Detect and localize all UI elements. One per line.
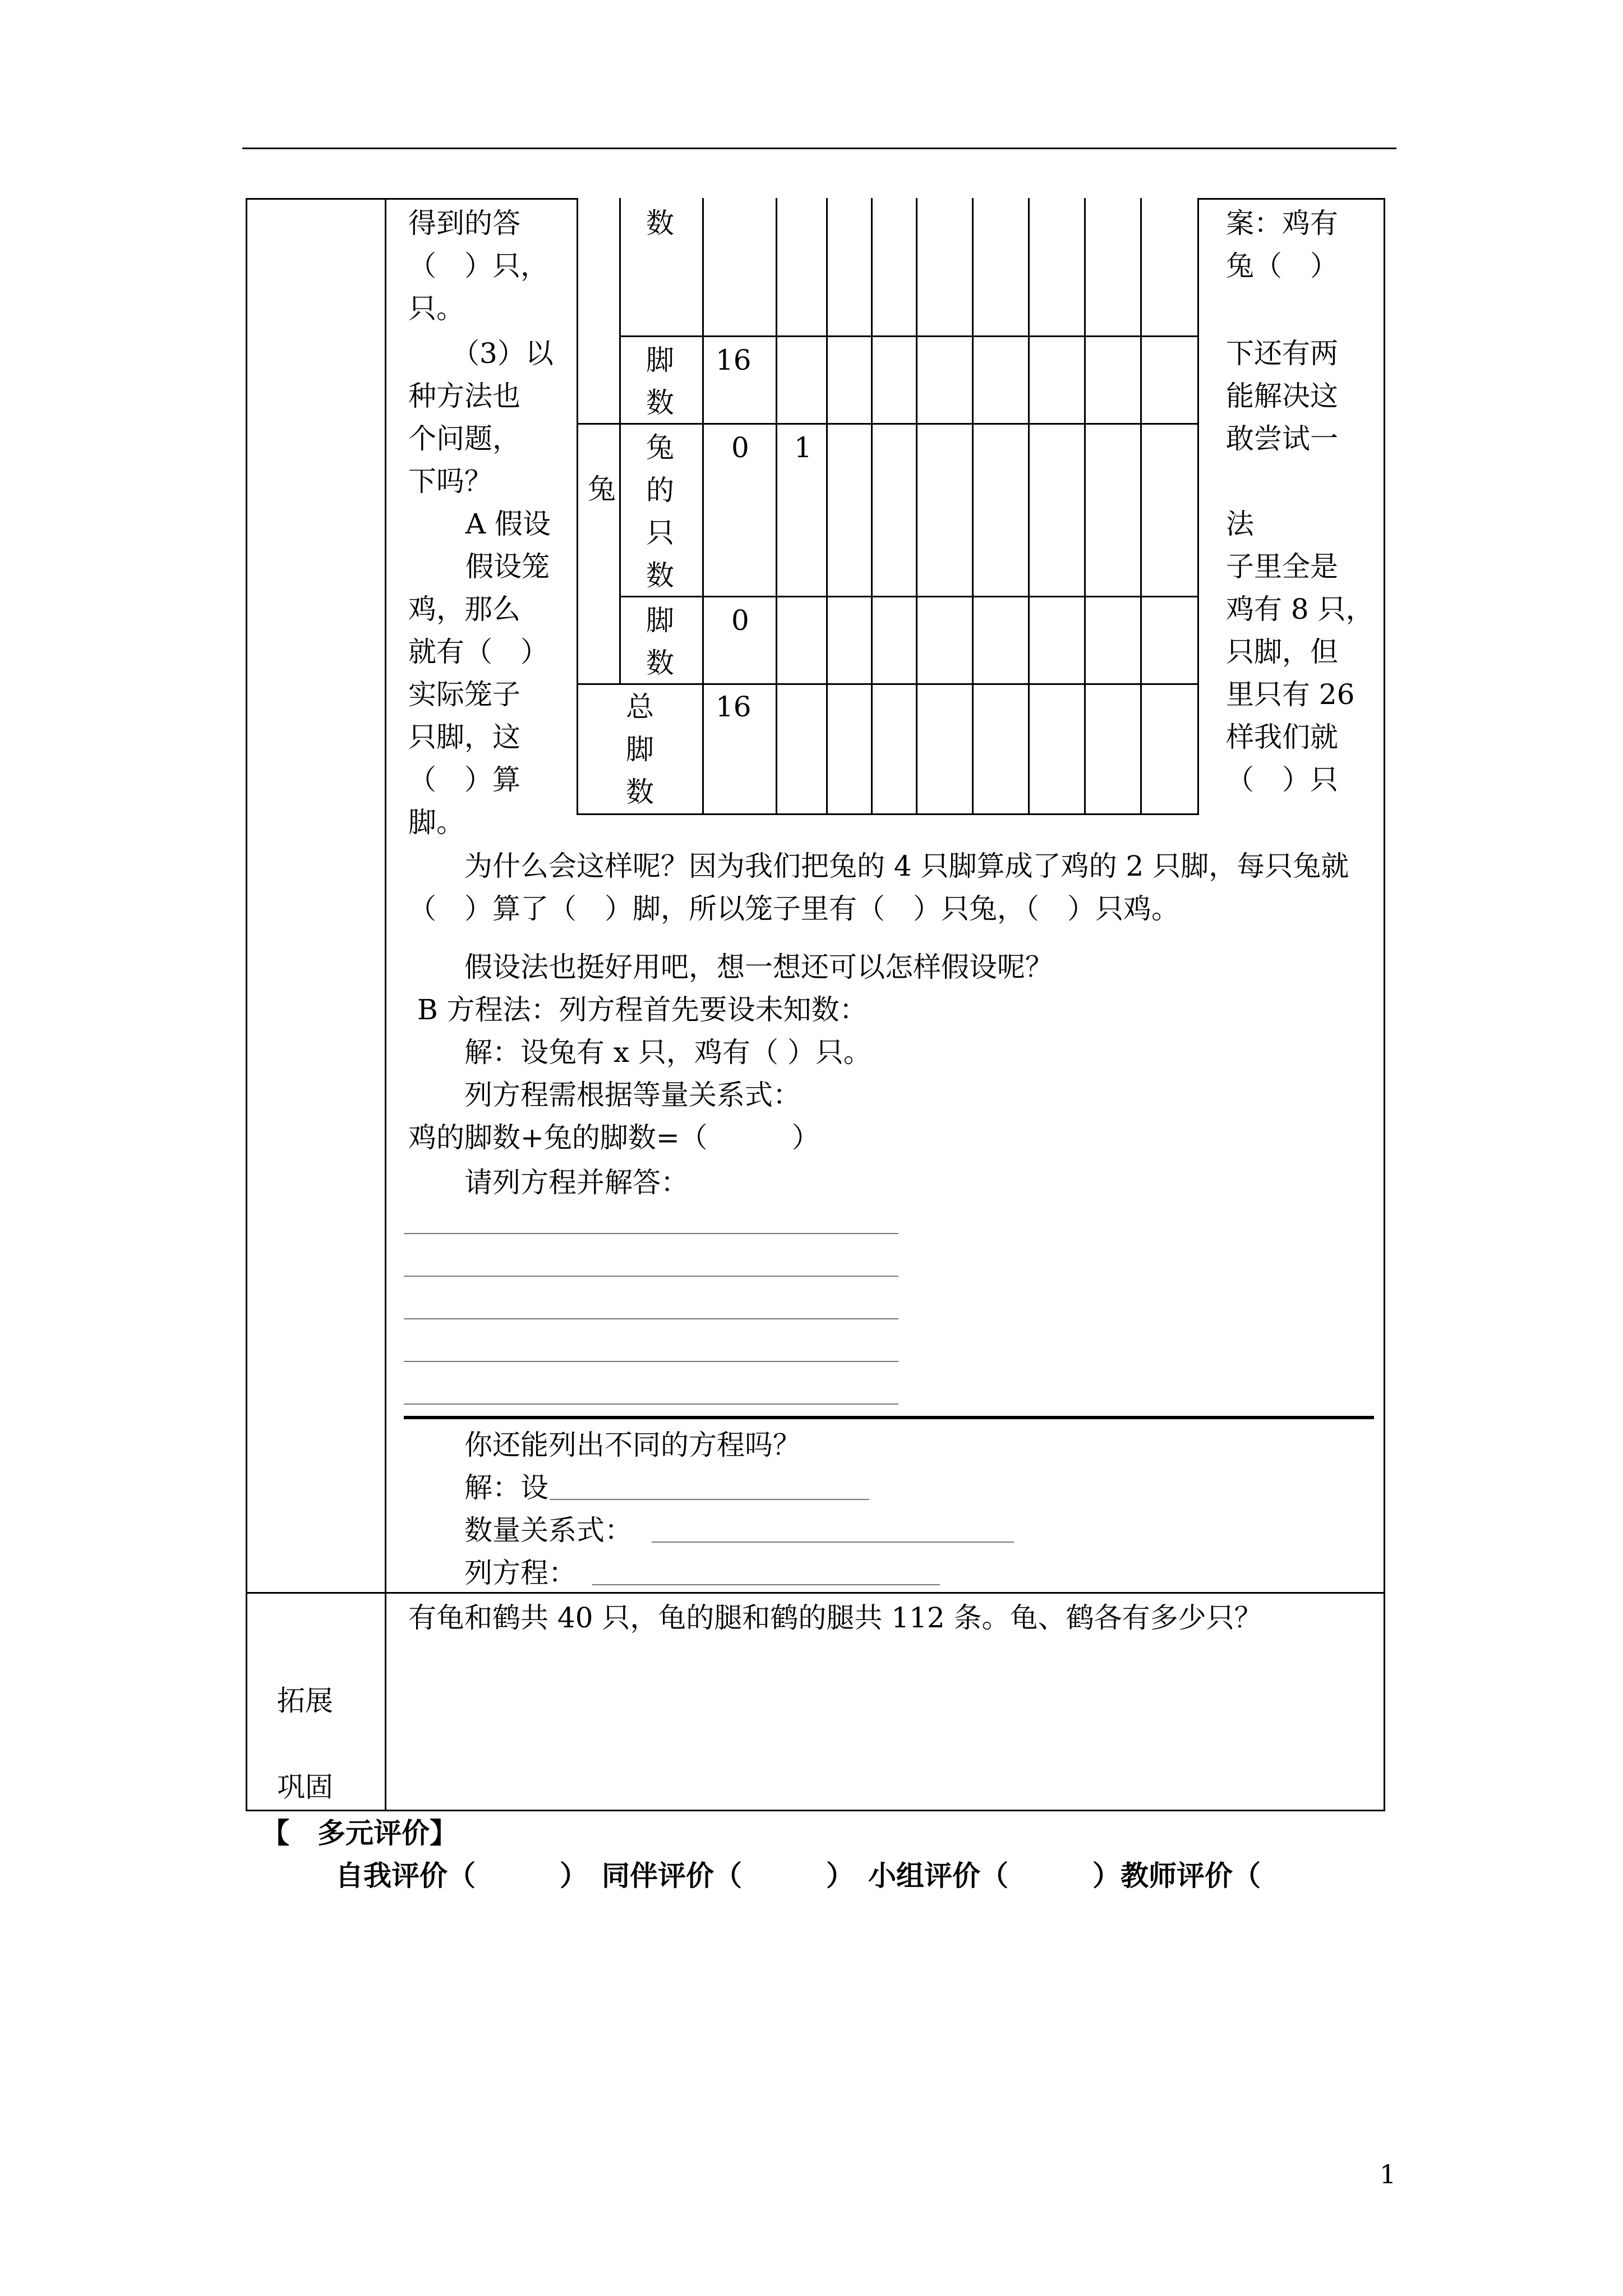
right-line: 法 <box>1226 508 1254 540</box>
chicken-feet-label: 脚 <box>646 344 674 376</box>
left-line: A 假设 <box>437 508 551 540</box>
inner-vline <box>826 198 828 815</box>
rabbit-count-label: 数 <box>646 559 674 592</box>
relation-intro-line: 列方程需根据等量关系式： <box>436 1079 801 1111</box>
right-line: 敢尝试一 <box>1226 422 1338 455</box>
method-b-line: B 方程法：列方程首先要设未知数： <box>417 993 868 1026</box>
total-feet-label: 总 <box>626 691 654 723</box>
section-divider <box>404 1416 1374 1419</box>
right-line: 兔（ ） <box>1226 250 1338 282</box>
right-line: 样我们就 <box>1226 721 1338 753</box>
relation-line: 鸡的脚数+兔的脚数=（ ） <box>408 1121 820 1154</box>
why-line-2: （ ）算了（ ）脚，所以笼子里有（ ）只兔，（ ）只鸡。 <box>408 892 1179 925</box>
inner-vline <box>1140 198 1142 815</box>
table-border-bottom <box>246 1810 1385 1811</box>
answer-blank[interactable] <box>404 1276 898 1277</box>
right-line: 只脚，但 <box>1226 636 1338 668</box>
inner-vline <box>776 198 777 815</box>
rabbit-feet-label: 数 <box>646 647 674 679</box>
total-feet-value: 16 <box>716 691 751 723</box>
left-line: 脚。 <box>408 806 464 839</box>
table-column-divider <box>385 198 386 1811</box>
inner-hline <box>619 335 1199 337</box>
chicken-count-label: 数 <box>646 207 674 240</box>
extension-problem: 有龟和鹤共 40 只，龟的腿和鹤的腿共 112 条。龟、鹤各有多少只？ <box>408 1602 1262 1634</box>
left-line: 鸡，那么 <box>408 593 520 625</box>
answer-blank[interactable] <box>404 1404 898 1405</box>
answer-blank[interactable] <box>404 1318 898 1319</box>
rabbit-feet-value: 0 <box>731 604 749 637</box>
rabbit-count-label: 只 <box>646 517 674 549</box>
please-line: 请列方程并解答： <box>436 1166 689 1199</box>
inner-vline <box>972 198 974 815</box>
extension-label-1: 拓展 <box>277 1685 333 1717</box>
solution-line: 解：设兔有 x 只，鸡有（ ）只。 <box>436 1036 872 1069</box>
answer-blank[interactable] <box>404 1233 898 1234</box>
left-line: 得到的答 <box>408 207 520 240</box>
right-line: （ ）只 <box>1226 763 1338 796</box>
total-feet-label: 数 <box>626 776 654 808</box>
right-line: 能解决这 <box>1226 380 1338 412</box>
left-line: 假设笼 <box>437 550 550 583</box>
rabbit-feet-label: 脚 <box>646 604 674 637</box>
inner-vline <box>1197 198 1199 815</box>
left-line: 只。 <box>408 292 464 325</box>
extension-label-2: 巩固 <box>277 1771 333 1803</box>
right-line: 下还有两 <box>1226 337 1338 370</box>
rabbit-count-value: 1 <box>794 431 812 464</box>
left-line: 只脚，这 <box>408 721 520 753</box>
evaluation-items: 自我评价（ ） 同伴评价（ ） 小组评价（ ）教师评价（ <box>335 1859 1261 1892</box>
left-line: 个问题， <box>408 422 520 455</box>
inner-vline <box>1028 198 1030 815</box>
answer-blank[interactable] <box>404 1361 898 1362</box>
inner-hline <box>619 596 1199 597</box>
left-line: （3）以 <box>437 337 554 370</box>
total-feet-label: 脚 <box>626 733 654 766</box>
evaluation-heading: 【 多元评价】 <box>261 1816 458 1849</box>
left-line: （ ）算 <box>408 763 520 796</box>
inner-hline <box>577 813 1199 815</box>
page-number: 1 <box>1380 2159 1396 2189</box>
quantity-relation-line: 数量关系式： <box>436 1514 633 1547</box>
right-line: 鸡有 8 只， <box>1226 593 1374 625</box>
left-line: （ ）只， <box>408 250 548 282</box>
table-border-left <box>246 198 247 1811</box>
chicken-feet-label: 数 <box>646 386 674 419</box>
rabbit-count-label: 兔 <box>646 431 674 464</box>
right-line: 案：鸡有 <box>1226 207 1338 240</box>
equation-blank[interactable] <box>592 1584 940 1585</box>
left-line: 就有（ ） <box>408 636 548 668</box>
right-line: 子里全是 <box>1226 550 1338 583</box>
inner-vline <box>871 198 873 815</box>
why-line: 为什么会这样呢？因为我们把兔的 4 只脚算成了鸡的 2 只脚，每只兔就 <box>436 850 1349 882</box>
header-rule <box>242 148 1396 149</box>
right-line: 里只有 26 <box>1226 678 1355 711</box>
rabbit-count-value: 0 <box>731 431 749 464</box>
rabbit-count-label: 的 <box>646 474 674 507</box>
inner-vline <box>619 198 621 685</box>
solve-let-blank[interactable] <box>550 1499 869 1500</box>
inner-vline <box>916 198 917 815</box>
inner-vline <box>1084 198 1086 815</box>
solve-let-line: 解：设 <box>436 1471 548 1504</box>
inner-vline <box>702 198 704 815</box>
quantity-relation-blank[interactable] <box>652 1542 1014 1543</box>
table-row-divider <box>246 1592 1385 1594</box>
assume-line: 假设法也挺好用吧，想一想还可以怎样假设呢？ <box>436 951 1053 983</box>
equation-line: 列方程： <box>436 1557 577 1589</box>
left-line: 实际笼子 <box>408 678 520 711</box>
inner-vline <box>577 198 578 815</box>
rabbit-group-label: 兔 <box>588 473 616 505</box>
left-line: 种方法也 <box>408 380 520 412</box>
left-line: 下吗？ <box>408 465 492 498</box>
table-border-right <box>1384 198 1385 1811</box>
another-line: 你还能列出不同的方程吗？ <box>436 1429 801 1461</box>
chicken-feet-value: 16 <box>716 344 751 376</box>
